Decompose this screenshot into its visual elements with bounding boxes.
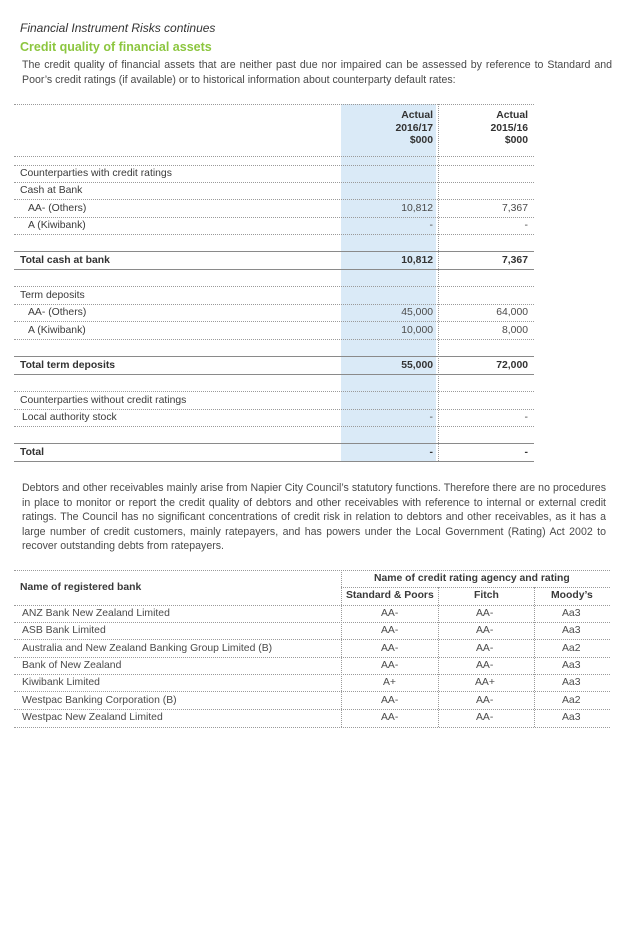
value-2015-16: 72,000 bbox=[496, 360, 528, 371]
debtors-paragraph: Debtors and other receivables mainly arise from Napier City Council’s statutory functions. Therefore there are no procedures in place to monitor or report the credit quality of debtors and other receivables with reference to internal or external credit ratings. The Council has no significant concentrations of credit risk in relation to debtors and other receivables, as it has a large number of credit customers, mainly ratepayers, and has powers under the Local Government (Rating) Act 2002 to recover outstanding debts from ratepayers. bbox=[22, 482, 606, 553]
total-row bbox=[14, 357, 534, 374]
row-rule bbox=[14, 709, 610, 710]
value-2016-17: 55,000 bbox=[401, 360, 433, 371]
sp-rating: AA- bbox=[381, 712, 399, 723]
header-rule bbox=[341, 587, 610, 588]
section-subtitle: Credit quality of financial assets bbox=[20, 40, 212, 54]
value-2016-17: 10,812 bbox=[401, 255, 433, 266]
moodys-rating: Aa2 bbox=[562, 695, 581, 706]
column-header-2015-16: Actual 2015/16 $000 bbox=[490, 110, 528, 146]
sp-header: Standard & Poors bbox=[346, 590, 434, 601]
sp-rating: AA- bbox=[381, 608, 399, 619]
row-rule bbox=[14, 426, 534, 427]
section-title: Financial Instrument Risks continues bbox=[20, 21, 216, 35]
table-row bbox=[14, 287, 534, 304]
row-rule bbox=[14, 674, 610, 675]
table-row bbox=[14, 200, 534, 217]
moodys-rating: Aa3 bbox=[562, 608, 581, 619]
bank-name: ASB Bank Limited bbox=[22, 625, 106, 636]
total-row bbox=[14, 444, 534, 461]
moodys-rating: Aa3 bbox=[562, 677, 581, 688]
value-2016-17: - bbox=[429, 412, 433, 423]
row-label: Total term deposits bbox=[20, 360, 116, 371]
row-label: Local authority stock bbox=[22, 412, 117, 423]
value-2016-17: - bbox=[429, 447, 433, 458]
credit-quality-table bbox=[14, 104, 534, 464]
bank-name: ANZ Bank New Zealand Limited bbox=[22, 608, 170, 619]
fitch-rating: AA- bbox=[476, 625, 494, 636]
total-rule bbox=[14, 374, 534, 375]
row-label: Total cash at bank bbox=[20, 255, 110, 266]
bank-name-header: Name of registered bank bbox=[20, 582, 142, 593]
table-row bbox=[14, 217, 534, 234]
row-rule bbox=[14, 639, 610, 640]
total-rule bbox=[14, 269, 534, 270]
table-bottom-rule bbox=[14, 727, 610, 728]
moodys-rating: Aa2 bbox=[562, 643, 581, 654]
bank-name: Westpac New Zealand Limited bbox=[22, 712, 163, 723]
bank-name: Kiwibank Limited bbox=[22, 677, 100, 688]
fitch-rating: AA- bbox=[476, 608, 494, 619]
table-top-rule bbox=[14, 570, 610, 571]
fitch-rating: AA- bbox=[476, 643, 494, 654]
moodys-header: Moody’s bbox=[551, 590, 593, 601]
sp-rating: AA- bbox=[381, 643, 399, 654]
row-label: Counterparties with credit ratings bbox=[20, 168, 172, 179]
fitch-header: Fitch bbox=[474, 590, 499, 601]
value-2015-16: 7,367 bbox=[501, 255, 528, 266]
value-2016-17: 45,000 bbox=[401, 307, 433, 318]
table-row bbox=[14, 304, 534, 321]
value-2016-17: - bbox=[429, 220, 433, 231]
bank-ratings-table bbox=[14, 570, 610, 730]
table-row bbox=[14, 322, 534, 339]
fitch-rating: AA- bbox=[476, 695, 494, 706]
row-label: Term deposits bbox=[20, 290, 85, 301]
bank-name: Australia and New Zealand Banking Group Limited (B) bbox=[22, 643, 273, 654]
row-label: A (Kiwibank) bbox=[28, 325, 86, 336]
row-label: AA- (Others) bbox=[28, 307, 87, 318]
sp-rating: AA- bbox=[381, 625, 399, 636]
table-row bbox=[14, 409, 534, 426]
row-label: A (Kiwibank) bbox=[28, 220, 86, 231]
fitch-rating: AA- bbox=[476, 660, 494, 671]
row-label: Cash at Bank bbox=[20, 185, 83, 196]
total-rule bbox=[14, 461, 534, 462]
row-label: Counterparties without credit ratings bbox=[20, 395, 187, 406]
sp-rating: AA- bbox=[381, 660, 399, 671]
table-row bbox=[14, 165, 534, 182]
table-row bbox=[14, 392, 534, 409]
value-2016-17: 10,000 bbox=[401, 325, 433, 336]
value-2015-16: - bbox=[524, 220, 528, 231]
sp-rating: AA- bbox=[381, 695, 399, 706]
value-2015-16: - bbox=[524, 412, 528, 423]
intro-paragraph: The credit quality of financial assets that are neither past due nor impaired can be assessed by reference to Standard and Poor’s credit ratings (if available) or to historical information about counterparty default rates: bbox=[22, 59, 612, 86]
value-2015-16: 7,367 bbox=[501, 203, 528, 214]
column-header-2016-17: Actual 2016/17 $000 bbox=[395, 110, 433, 146]
row-rule bbox=[14, 657, 610, 658]
row-rule bbox=[14, 156, 534, 157]
bank-name: Bank of New Zealand bbox=[22, 660, 122, 671]
value-2016-17: 10,812 bbox=[401, 203, 433, 214]
row-label: Total bbox=[20, 447, 45, 458]
value-2015-16: - bbox=[524, 447, 528, 458]
table-top-rule bbox=[14, 104, 534, 105]
moodys-rating: Aa3 bbox=[562, 660, 581, 671]
moodys-rating: Aa3 bbox=[562, 712, 581, 723]
row-rule bbox=[14, 234, 534, 235]
fitch-rating: AA+ bbox=[475, 677, 495, 688]
value-2015-16: 64,000 bbox=[496, 307, 528, 318]
table-row bbox=[14, 182, 534, 199]
row-label: AA- (Others) bbox=[28, 203, 87, 214]
fitch-rating: AA- bbox=[476, 712, 494, 723]
column-separator bbox=[341, 570, 342, 727]
bank-name: Westpac Banking Corporation (B) bbox=[22, 695, 177, 706]
row-rule bbox=[14, 339, 534, 340]
sp-rating: A+ bbox=[383, 677, 396, 688]
value-2015-16: 8,000 bbox=[501, 325, 528, 336]
agency-header: Name of credit rating agency and rating bbox=[374, 573, 570, 584]
header-bottom-rule bbox=[14, 605, 610, 606]
row-rule bbox=[14, 691, 610, 692]
moodys-rating: Aa3 bbox=[562, 625, 581, 636]
total-row bbox=[14, 252, 534, 269]
row-rule bbox=[14, 622, 610, 623]
